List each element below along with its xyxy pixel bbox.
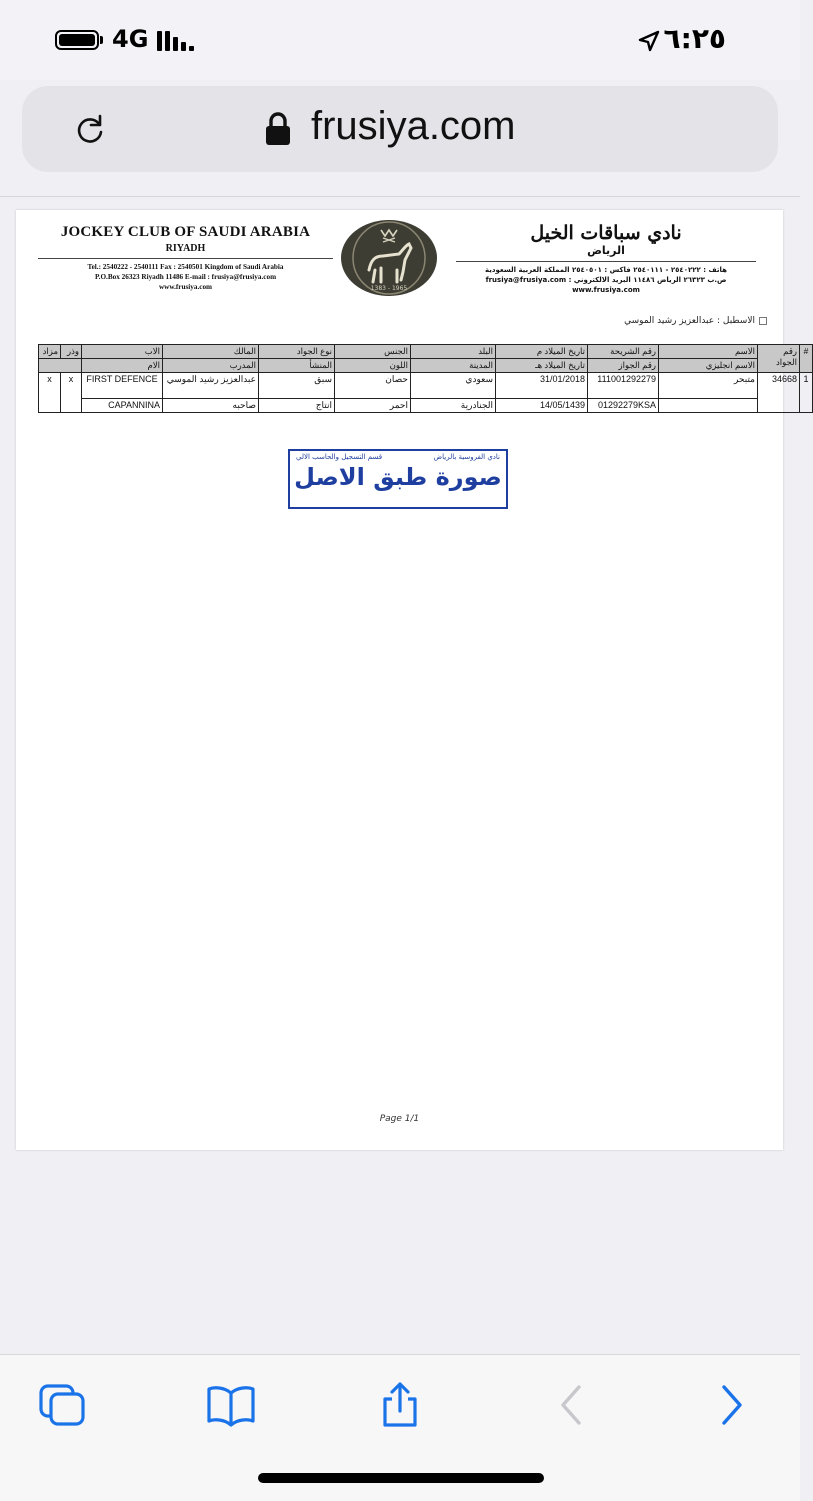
cell-wadhar: x — [61, 373, 82, 413]
reload-icon[interactable] — [72, 112, 108, 148]
stamp-main-text: صورة طبق الاصل — [294, 463, 502, 491]
col-horse-no: رقم الجواد — [758, 345, 800, 373]
col-dob-hijri: تاريخ الميلاد هـ — [496, 359, 588, 373]
col-city: المدينة — [411, 359, 496, 373]
clock-time: ٦:٢٥ — [663, 22, 726, 55]
location-arrow-icon — [638, 30, 660, 52]
col-origin: المنشأ — [259, 359, 335, 373]
col-dam: الام — [82, 359, 163, 373]
col-chip: رقم الشريحة — [588, 345, 659, 359]
lock-icon — [264, 112, 292, 146]
back-icon[interactable] — [546, 1383, 596, 1427]
col-name: الاسم — [659, 345, 758, 359]
emblem-years: 1383 - 1965 — [370, 285, 408, 292]
city-en: RIYADH — [165, 243, 206, 254]
cell-country: سعودي — [411, 373, 496, 399]
stamp-top-left: قسم التسجيل والحاسب الالي — [296, 453, 383, 461]
col-dob: تاريخ الميلاد م — [496, 345, 588, 359]
cell-horse-no: 34668 — [758, 373, 800, 413]
col-country: البلد — [411, 345, 496, 359]
col-sire: الاب — [82, 345, 163, 359]
cell-owner: عبدالعزيز رشيد الموسي — [163, 373, 259, 399]
table-header-row-2 — [39, 359, 813, 373]
battery-tip — [100, 36, 103, 44]
signal-strength-icon — [157, 31, 197, 51]
cell-sex: حصان — [335, 373, 411, 399]
club-name-ar: نادي سباقات الخيل — [530, 222, 682, 244]
divider — [0, 196, 800, 197]
col-passport: رقم الجواز — [588, 359, 659, 373]
table-header-row — [39, 345, 813, 359]
table-row — [39, 373, 813, 399]
cell-origin: انتاج — [259, 399, 335, 413]
col-owner: المالك — [163, 345, 259, 359]
contact-line-1: Tel.: 2540222 - 2540111 Fax : 2540501 Kingdom of Saudi Arabia — [87, 263, 284, 271]
cell-trainer: صاحبه — [163, 399, 259, 413]
bookmarks-icon[interactable] — [206, 1383, 256, 1427]
contact-line-ar-1: هاتف : ٢٥٤٠٢٢٢ - ٢٥٤٠١١١ فاكس : ٢٥٤٠٥٠١ المملكة العربية السعودية — [485, 266, 727, 274]
cell-dob: 31/01/2018 — [496, 373, 588, 399]
cell-dob-hijri: 14/05/1439 — [496, 399, 588, 413]
cell-city: الجنادرية — [411, 399, 496, 413]
col-wadhar: وذر — [61, 345, 82, 359]
url-text[interactable]: frusiya.com — [311, 104, 516, 148]
forward-icon[interactable] — [707, 1383, 757, 1427]
battery-icon — [55, 30, 99, 50]
city-ar: الرياض — [587, 244, 625, 257]
website-en: www.frusiya.com — [158, 283, 213, 291]
cell-sire: FIRST DEFENCE — [82, 373, 163, 399]
cell-dam: CAPANNINA — [82, 399, 163, 413]
cell-chip: 111001292279 — [588, 373, 659, 399]
stable-label: الاسطبل : عبدالعزيز رشيد الموسي — [624, 316, 767, 326]
cell-auction: x — [39, 373, 61, 413]
document-page — [16, 210, 809, 1150]
col-sex: الجنس — [335, 345, 411, 359]
address-bar[interactable] — [22, 86, 778, 172]
letterhead-english — [38, 224, 333, 292]
bottom-toolbar — [0, 1354, 800, 1501]
home-indicator[interactable] — [258, 1473, 544, 1483]
horse-table — [38, 344, 813, 413]
col-index: # — [800, 345, 813, 373]
certified-copy-stamp — [288, 449, 508, 509]
cell-name: متبحر — [659, 373, 758, 399]
website-ar: www.frusiya.com — [572, 286, 640, 294]
col-type: نوع الجواد — [259, 345, 335, 359]
col-auction: مزاد — [39, 345, 61, 359]
contact-line-ar-2: ص.ب ٢٦٣٢٣ الرياض ١١٤٨٦ البريد الالكتروني : frusiya@frusiya.com — [485, 276, 727, 284]
stamp-top-right: نادي الفروسية بالرياض — [433, 453, 500, 461]
tabs-icon[interactable] — [38, 1383, 88, 1427]
checkbox-icon — [759, 317, 767, 325]
cell-color: احمر — [335, 399, 411, 413]
col-trainer: المدرب — [163, 359, 259, 373]
cell-english-name — [659, 399, 758, 413]
cell-type: سبق — [259, 373, 335, 399]
status-bar — [0, 0, 800, 80]
letterhead-arabic — [456, 222, 756, 295]
club-emblem-logo — [341, 220, 437, 296]
page-number: Page 1/1 — [379, 1114, 420, 1124]
network-type: 4G — [112, 25, 149, 53]
share-icon[interactable] — [375, 1383, 425, 1427]
table-row — [39, 399, 813, 413]
col-color: اللون — [335, 359, 411, 373]
col-english-name: الاسم انجليزي — [659, 359, 758, 373]
contact-line-2: P.O.Box 26323 Riyadh 11486 E-mail : frusiya@frusiya.com — [94, 273, 277, 281]
cell-passport: 01292279KSA — [588, 399, 659, 413]
club-name-en: JOCKEY CLUB OF SAUDI ARABIA — [60, 224, 311, 240]
cell-index: 1 — [800, 373, 813, 413]
